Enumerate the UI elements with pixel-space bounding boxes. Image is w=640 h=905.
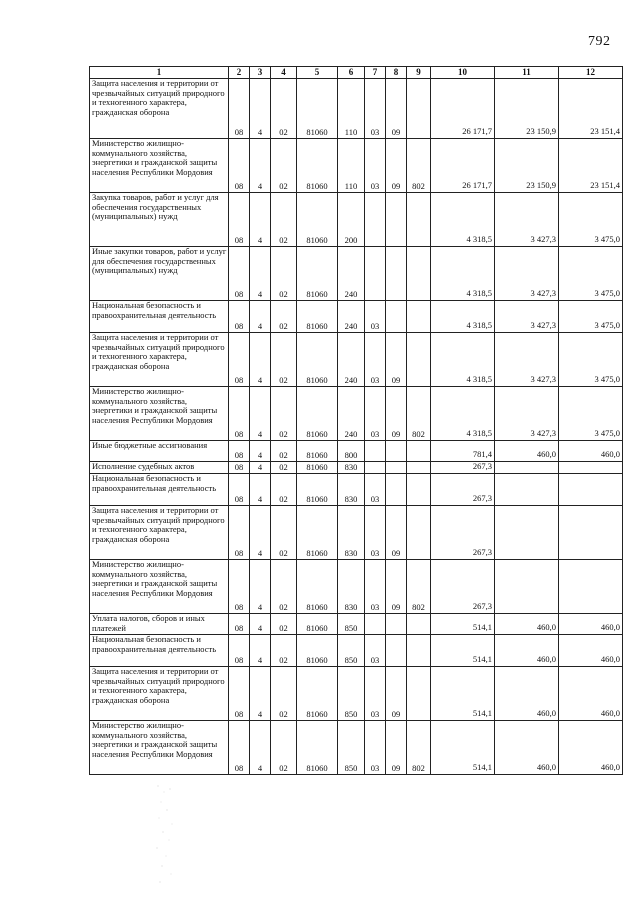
code-cell: 03 [365, 333, 386, 387]
amount-cell: 514,1 [431, 635, 495, 667]
code-cell: 08 [229, 635, 250, 667]
amount-cell: 267,3 [431, 506, 495, 560]
column-header: 1 [90, 67, 229, 79]
amount-cell: 3 475,0 [559, 333, 623, 387]
table-row [90, 560, 623, 614]
column-header: 11 [495, 67, 559, 79]
table-row [90, 247, 623, 301]
code-cell: 81060 [297, 387, 338, 441]
code-cell: 81060 [297, 560, 338, 614]
code-cell [407, 79, 431, 139]
amount-cell: 23 150,9 [495, 139, 559, 193]
amount-cell: 460,0 [495, 635, 559, 667]
amount-cell: 267,3 [431, 462, 495, 474]
column-header: 5 [297, 67, 338, 79]
amount-cell: 781,4 [431, 441, 495, 462]
code-cell [365, 247, 386, 301]
code-cell: 03 [365, 139, 386, 193]
code-cell: 02 [271, 387, 297, 441]
amount-cell [559, 462, 623, 474]
code-cell: 800 [338, 441, 365, 462]
code-cell: 02 [271, 721, 297, 775]
code-cell [407, 635, 431, 667]
code-cell: 03 [365, 387, 386, 441]
code-cell: 4 [250, 614, 271, 635]
code-cell: 110 [338, 79, 365, 139]
code-cell: 81060 [297, 635, 338, 667]
amount-cell: 26 171,7 [431, 139, 495, 193]
code-cell [386, 462, 407, 474]
table-row [90, 667, 623, 721]
row-name-cell: Иные бюджетные ассигнования [90, 441, 229, 462]
code-cell: 08 [229, 614, 250, 635]
amount-cell: 3 427,3 [495, 387, 559, 441]
amount-cell: 460,0 [559, 614, 623, 635]
row-name-cell: Защита населения и территории от чрезвычайных ситуаций природного и техногенного характера, гражданская оборона [90, 667, 229, 721]
amount-cell: 267,3 [431, 560, 495, 614]
amount-cell: 23 151,4 [559, 139, 623, 193]
amount-cell: 514,1 [431, 614, 495, 635]
table-row [90, 79, 623, 139]
column-header: 10 [431, 67, 495, 79]
code-cell: 08 [229, 247, 250, 301]
table-row [90, 193, 623, 247]
amount-cell: 4 318,5 [431, 247, 495, 301]
column-header: 2 [229, 67, 250, 79]
code-cell: 240 [338, 247, 365, 301]
code-cell: 02 [271, 193, 297, 247]
code-cell: 850 [338, 635, 365, 667]
code-cell: 02 [271, 614, 297, 635]
row-name-cell: Закупка товаров, работ и услуг для обеспечения государственных (муниципальных) нужд [90, 193, 229, 247]
code-cell: 03 [365, 721, 386, 775]
code-cell [365, 193, 386, 247]
column-header: 7 [365, 67, 386, 79]
column-header: 6 [338, 67, 365, 79]
amount-cell: 3 475,0 [559, 247, 623, 301]
code-cell: 4 [250, 301, 271, 333]
row-name-cell: Защита населения и территории от чрезвычайных ситуаций природного и техногенного характера, гражданская оборона [90, 506, 229, 560]
row-name-cell: Уплата налогов, сборов и иных платежей [90, 614, 229, 635]
code-cell: 4 [250, 462, 271, 474]
code-cell: 03 [365, 560, 386, 614]
code-cell: 08 [229, 441, 250, 462]
code-cell: 02 [271, 139, 297, 193]
table-row [90, 301, 623, 333]
amount-cell: 267,3 [431, 474, 495, 506]
code-cell: 110 [338, 139, 365, 193]
amount-cell: 3 475,0 [559, 387, 623, 441]
code-cell: 09 [386, 79, 407, 139]
amount-cell [559, 474, 623, 506]
amount-cell: 514,1 [431, 667, 495, 721]
code-cell: 81060 [297, 462, 338, 474]
code-cell [407, 614, 431, 635]
code-cell: 02 [271, 506, 297, 560]
code-cell [386, 193, 407, 247]
column-header: 3 [250, 67, 271, 79]
row-name-cell: Национальная безопасность и правоохранительная деятельность [90, 474, 229, 506]
code-cell [386, 441, 407, 462]
code-cell: 81060 [297, 506, 338, 560]
code-cell: 09 [386, 387, 407, 441]
code-cell: 09 [386, 139, 407, 193]
code-cell [407, 247, 431, 301]
table-body [90, 79, 623, 775]
code-cell: 08 [229, 560, 250, 614]
code-cell: 02 [271, 474, 297, 506]
code-cell [386, 474, 407, 506]
code-cell: 4 [250, 193, 271, 247]
code-cell: 4 [250, 635, 271, 667]
row-name-cell: Министерство жилищно-коммунального хозяйства, энергетики и гражданской защиты населения Республики Мордовия [90, 721, 229, 775]
row-name-cell: Защита населения и территории от чрезвычайных ситуаций природного и техногенного характера, гражданская оборона [90, 79, 229, 139]
table-row [90, 474, 623, 506]
code-cell: 08 [229, 721, 250, 775]
code-cell: 4 [250, 721, 271, 775]
code-cell: 4 [250, 441, 271, 462]
code-cell: 02 [271, 635, 297, 667]
code-cell: 81060 [297, 247, 338, 301]
row-name-cell: Защита населения и территории от чрезвычайных ситуаций природного и техногенного характера, гражданская оборона [90, 333, 229, 387]
code-cell: 03 [365, 474, 386, 506]
row-name-cell: Национальная безопасность и правоохранительная деятельность [90, 301, 229, 333]
code-cell: 08 [229, 193, 250, 247]
code-cell: 81060 [297, 193, 338, 247]
code-cell [365, 441, 386, 462]
amount-cell: 4 318,5 [431, 333, 495, 387]
code-cell: 09 [386, 721, 407, 775]
amount-cell: 460,0 [559, 721, 623, 775]
code-cell: 4 [250, 474, 271, 506]
code-cell: 02 [271, 441, 297, 462]
column-header: 9 [407, 67, 431, 79]
code-cell: 830 [338, 506, 365, 560]
code-cell: 850 [338, 721, 365, 775]
amount-cell: 4 318,5 [431, 387, 495, 441]
code-cell: 81060 [297, 721, 338, 775]
code-cell: 4 [250, 139, 271, 193]
code-cell: 240 [338, 333, 365, 387]
page-number: 792 [588, 34, 611, 49]
code-cell: 4 [250, 79, 271, 139]
amount-cell: 3 427,3 [495, 247, 559, 301]
code-cell: 850 [338, 614, 365, 635]
amount-cell: 4 318,5 [431, 193, 495, 247]
code-cell: 02 [271, 301, 297, 333]
code-cell: 4 [250, 333, 271, 387]
amount-cell: 4 318,5 [431, 301, 495, 333]
code-cell: 02 [271, 247, 297, 301]
column-header: 4 [271, 67, 297, 79]
code-cell: 81060 [297, 79, 338, 139]
amount-cell: 460,0 [559, 635, 623, 667]
amount-cell: 460,0 [495, 441, 559, 462]
code-cell: 08 [229, 139, 250, 193]
code-cell: 240 [338, 301, 365, 333]
code-cell: 81060 [297, 301, 338, 333]
row-name-cell: Министерство жилищно-коммунального хозяйства, энергетики и гражданской защиты населения Республики Мордовия [90, 387, 229, 441]
code-cell: 09 [386, 333, 407, 387]
code-cell: 802 [407, 139, 431, 193]
code-cell: 09 [386, 667, 407, 721]
amount-cell [495, 474, 559, 506]
amount-cell: 3 427,3 [495, 193, 559, 247]
code-cell [365, 614, 386, 635]
amount-cell: 3 427,3 [495, 333, 559, 387]
amount-cell: 26 171,7 [431, 79, 495, 139]
code-cell [407, 474, 431, 506]
code-cell: 08 [229, 387, 250, 441]
table-row [90, 635, 623, 667]
table-header-row [90, 67, 623, 79]
amount-cell: 514,1 [431, 721, 495, 775]
code-cell: 02 [271, 79, 297, 139]
code-cell: 08 [229, 301, 250, 333]
code-cell [407, 506, 431, 560]
table-row [90, 506, 623, 560]
code-cell [407, 333, 431, 387]
code-cell: 08 [229, 333, 250, 387]
code-cell: 4 [250, 560, 271, 614]
code-cell [407, 667, 431, 721]
row-name-cell: Министерство жилищно-коммунального хозяйства, энергетики и гражданской защиты населения Республики Мордовия [90, 560, 229, 614]
code-cell [407, 441, 431, 462]
amount-cell [495, 462, 559, 474]
code-cell: 03 [365, 635, 386, 667]
code-cell: 4 [250, 247, 271, 301]
scan-noise [150, 780, 190, 890]
code-cell [386, 301, 407, 333]
code-cell: 02 [271, 667, 297, 721]
code-cell: 4 [250, 506, 271, 560]
amount-cell: 23 151,4 [559, 79, 623, 139]
code-cell: 03 [365, 506, 386, 560]
code-cell: 09 [386, 560, 407, 614]
column-header: 12 [559, 67, 623, 79]
code-cell: 03 [365, 79, 386, 139]
code-cell: 81060 [297, 667, 338, 721]
amount-cell [495, 506, 559, 560]
amount-cell: 460,0 [495, 721, 559, 775]
amount-cell [495, 560, 559, 614]
budget-table [89, 66, 623, 775]
amount-cell: 460,0 [495, 614, 559, 635]
code-cell: 802 [407, 721, 431, 775]
code-cell [407, 193, 431, 247]
code-cell: 81060 [297, 614, 338, 635]
code-cell: 09 [386, 506, 407, 560]
code-cell: 08 [229, 462, 250, 474]
code-cell: 850 [338, 667, 365, 721]
table-row [90, 462, 623, 474]
code-cell: 02 [271, 333, 297, 387]
code-cell [386, 247, 407, 301]
code-cell: 802 [407, 560, 431, 614]
code-cell: 02 [271, 462, 297, 474]
code-cell: 81060 [297, 333, 338, 387]
code-cell [386, 614, 407, 635]
code-cell: 08 [229, 79, 250, 139]
code-cell: 08 [229, 474, 250, 506]
code-cell: 03 [365, 301, 386, 333]
amount-cell: 3 475,0 [559, 193, 623, 247]
code-cell: 81060 [297, 474, 338, 506]
row-name-cell: Министерство жилищно-коммунального хозяйства, энергетики и гражданской защиты населения Республики Мордовия [90, 139, 229, 193]
table-row [90, 333, 623, 387]
table-row [90, 721, 623, 775]
code-cell: 02 [271, 560, 297, 614]
table-row [90, 614, 623, 635]
code-cell [407, 301, 431, 333]
amount-cell: 3 427,3 [495, 301, 559, 333]
table-row [90, 139, 623, 193]
amount-cell [559, 560, 623, 614]
code-cell: 4 [250, 387, 271, 441]
code-cell [386, 635, 407, 667]
amount-cell: 23 150,9 [495, 79, 559, 139]
row-name-cell: Национальная безопасность и правоохранительная деятельность [90, 635, 229, 667]
code-cell: 830 [338, 462, 365, 474]
code-cell: 03 [365, 667, 386, 721]
table-row [90, 441, 623, 462]
code-cell: 08 [229, 667, 250, 721]
code-cell: 802 [407, 387, 431, 441]
column-header: 8 [386, 67, 407, 79]
code-cell: 08 [229, 506, 250, 560]
code-cell: 81060 [297, 139, 338, 193]
code-cell: 830 [338, 474, 365, 506]
row-name-cell: Исполнение судебных актов [90, 462, 229, 474]
code-cell: 240 [338, 387, 365, 441]
amount-cell [559, 506, 623, 560]
table-row [90, 387, 623, 441]
amount-cell: 460,0 [495, 667, 559, 721]
amount-cell: 460,0 [559, 441, 623, 462]
code-cell: 200 [338, 193, 365, 247]
amount-cell: 460,0 [559, 667, 623, 721]
code-cell: 830 [338, 560, 365, 614]
amount-cell: 3 475,0 [559, 301, 623, 333]
code-cell [365, 462, 386, 474]
row-name-cell: Иные закупки товаров, работ и услуг для обеспечения государственных (муниципальных) нужд [90, 247, 229, 301]
code-cell [407, 462, 431, 474]
code-cell: 4 [250, 667, 271, 721]
code-cell: 81060 [297, 441, 338, 462]
